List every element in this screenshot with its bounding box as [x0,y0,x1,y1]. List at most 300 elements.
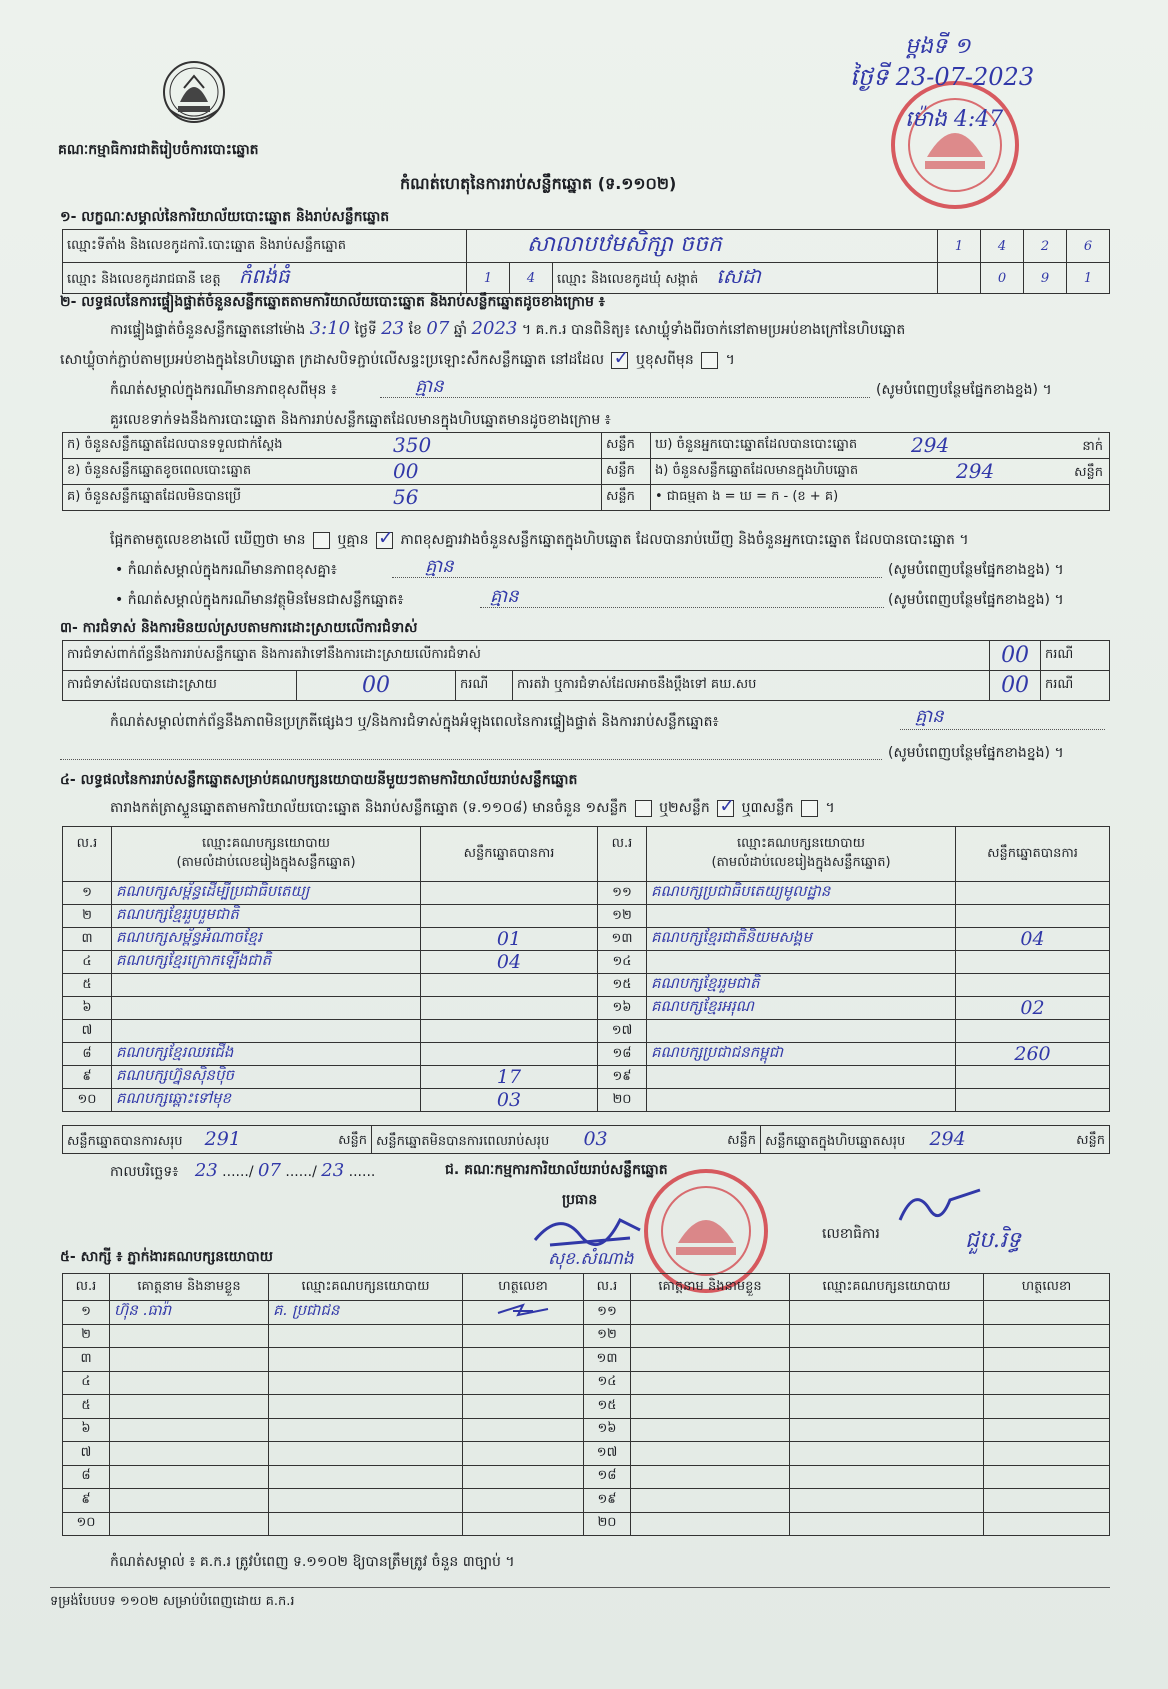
witness-header-row [63,1274,1110,1301]
result-no-right: ១១ [598,882,647,905]
witness-name-left [110,1324,269,1348]
result-no-left: ៧ [63,1020,112,1043]
witness-party-left [269,1324,463,1348]
object-note-label: • កំណត់សម្គាល់ក្នុងករណីមានវត្ថុមិនមែនជាសន្លឹកឆ្នោត៖ [115,592,404,608]
witness-sign-left [463,1442,584,1466]
witness-row [63,1324,1110,1348]
witness-name-left [110,1371,269,1395]
witness-sign-left [463,1371,584,1395]
witness-sign-right [984,1301,1110,1325]
tally-sheets-line [110,798,835,819]
location-code-4: 6 [1067,230,1110,263]
witness-name-left [110,1512,269,1536]
result-votes-right [956,951,1110,974]
witness-row [63,1348,1110,1372]
diff-note-fill: (សូមបំពេញបន្ថែមផ្នែកខាងខ្នង) ។ [888,562,1064,578]
witness-row [63,1418,1110,1442]
counts-intro: គួរលេខទាក់ទងនឹងការបោះឆ្នោត និងការរាប់សន្លឹកឆ្នោតដែលមានក្នុងហិបឆ្នោតមានដូចខាងក្រោម ៖ [110,412,611,428]
witness-name-left: ហ៊ុន .ធារ៉ា [110,1301,269,1325]
different-label: ឬខុសពីមុន [635,352,694,368]
witness-sign-left [463,1395,584,1419]
witness-note: កំណត់សម្គាល់ ៖ គ.ក.រ ត្រូវបំពេញ ទ.១១០២ ឱ្យបានត្រឹមត្រូវ ចំនួន ៣ច្បាប់ ។ [110,1554,515,1570]
results-header-row [63,827,1110,882]
witness-party-left [269,1489,463,1513]
section3-heading: ៣- ការជំទាស់ និងការមិនយល់ស្របតាមការដោះស្រាយលើការជំទាស់ [60,620,418,636]
location-code-3: 2 [1024,230,1067,263]
commune-cell [553,263,938,294]
col-party-left-title: ឈ្មោះគណបក្សនយោបាយ [202,836,330,851]
diff-note-label: • កំណត់សម្គាល់ក្នុងករណីមានភាពខុសគ្នា៖ [115,562,337,578]
verify-line-2 [60,350,735,371]
section1-heading: ១- លក្ខណៈសម្គាល់នៃការិយាល័យបោះឆ្នោត និងរាប់សន្លឹកឆ្នោត [60,209,390,225]
witness-no-right: ១៤ [584,1371,631,1395]
results-table [62,826,1110,1112]
province-label-text: ឈ្មោះ និងលេខកូដរាជធានី ខេត្ត [67,272,221,287]
same-checkbox[interactable] [611,352,628,369]
witness-party-left [269,1418,463,1442]
witness-name-right [631,1512,790,1536]
location-value: សាលាបឋមសិក្សា ចចក [467,230,938,263]
verify-line-2-end: ។ [725,352,735,368]
col-no-left: ល.រ [63,827,112,882]
date-sep-2: ....../ [285,1164,322,1180]
date-day: 23 [194,1160,218,1181]
result-votes-left: 17 [421,1066,598,1089]
col-no-right: ល.រ [598,827,647,882]
verify-year: 2023 [471,318,518,339]
col-party-left-sub: (តាមលំដាប់លេខរៀងក្នុងសន្លឹកឆ្នោត) [176,855,356,870]
result-votes-right [956,882,1110,905]
inbox-label: ង) ចំនួនសន្លឹកឆ្នោតដែលមានក្នុងហិបឆ្នោត [655,463,859,478]
result-no-left: ៥ [63,974,112,997]
voters-unit: នាក់ [1082,439,1103,454]
witness-name-left [110,1442,269,1466]
result-votes-right [956,1066,1110,1089]
received-label: ក) ចំនួនសន្លឹកឆ្នោតដែលបានទទួលជាក់ស្ដែង [67,437,283,452]
witness-sign-left [463,1465,584,1489]
witness-sign-left [463,1512,584,1536]
commune-label: ឈ្មោះ និងលេខកូដឃុំ សង្កាត់ [557,272,699,287]
section4-heading: ៤- លទ្ធផលនៃការរាប់សន្លឹកឆ្នោតសម្រាប់គណបក្សនយោបាយនីមួយៗតាមការិយាល័យរាប់សន្លឹកឆ្នោត [60,772,578,788]
total-box-value: 294 [929,1127,966,1150]
verify-line-1 [110,318,905,341]
result-party-left: គណបក្សខ្មែរឈរជើង [112,1043,421,1066]
witness-no-right: ១៥ [584,1395,631,1419]
stamp-note-line1: ម្ដងទី ១ [905,34,971,59]
result-no-right: ១៣ [598,928,647,951]
result-party-right [647,1066,956,1089]
witness-party-right [790,1512,984,1536]
result-no-right: ១៦ [598,997,647,1020]
diff-note-line [392,577,882,578]
witness-sign-left [463,1301,584,1325]
commission-emblem [160,58,228,130]
difference-note-label: កំណត់សម្គាល់ក្នុងករណីមានភាពខុសពីមុន ៖ [110,382,337,398]
president-title: ប្រធាន [562,1192,598,1208]
result-no-right: ១៤ [598,951,647,974]
witness-sign-right [984,1442,1110,1466]
voters-row [651,433,1110,459]
witness-party-right [790,1348,984,1372]
result-party-right: គណបក្សប្រជាធិបតេយ្យមូលដ្ឋាន [647,882,956,905]
witness-name-left [110,1348,269,1372]
result-no-left: ៩ [63,1066,112,1089]
witness-party-right [790,1301,984,1325]
col-votes-right: សន្លឹកឆ្នោតបានការ [956,827,1110,882]
result-party-left [112,974,421,997]
total-box-label: សន្លឹកឆ្នោតក្នុងហិបឆ្នោតសរុប [765,1133,906,1149]
received-row [63,433,602,459]
result-votes-right [956,1089,1110,1112]
diff-note-value: គ្មាន [425,556,454,577]
result-votes-right: 02 [956,997,1110,1020]
result-no-left: ៤ [63,951,112,974]
witness-row [63,1371,1110,1395]
witness-name-left [110,1395,269,1419]
tally-2-checkbox[interactable] [717,800,734,817]
irregularity-note-line-b [60,759,882,760]
total-valid-label: សន្លឹកឆ្នោតបានការសរុប [67,1133,183,1149]
tally-2-label: ឬ២សន្លឹក [659,800,710,816]
col-party-right [647,827,956,882]
form-title: កំណត់ហេតុនៃការរាប់សន្លឹកឆ្នោត (ទ.១១០២) [400,174,677,193]
witness-no-left: ៣ [63,1348,110,1372]
witness-name-right [631,1395,790,1419]
discrepancy-no-checkbox[interactable] [376,532,393,549]
tally-3-checkbox[interactable] [801,800,818,817]
secretary-name: ជួប.រិទ្ធ [965,1228,1021,1253]
witness-no-right: ១៩ [584,1489,631,1513]
witness-sign-right [984,1512,1110,1536]
result-no-left: ៦ [63,997,112,1020]
result-votes-right [956,1020,1110,1043]
witness-sign-right [984,1371,1110,1395]
results-row [63,997,1110,1020]
witness-sign-left [463,1324,584,1348]
results-row [63,1043,1110,1066]
results-row [63,951,1110,974]
unused-label: គ) ចំនួនសន្លឹកឆ្នោតដែលមិនបានប្រើ [67,489,241,504]
spoiled-value: 00 [393,459,419,483]
location-code-1: 1 [938,230,981,263]
result-votes-left [421,1043,598,1066]
witness-no-left: ៧ [63,1442,110,1466]
location-table [62,229,1110,294]
witness-party-left [269,1348,463,1372]
object-note-fill: (សូមបំពេញបន្ថែមផ្នែកខាងខ្នង) ។ [888,592,1064,608]
commune-code-1: 0 [981,263,1024,294]
total-invalid-label: សន្លឹកឆ្នោតមិនបានការពេលរាប់សរុប [376,1133,550,1149]
received-unit: សន្លឹក [602,433,651,459]
irregularity-note-fill: (សូមបំពេញបន្ថែមផ្នែកខាងខ្នង) ។ [888,745,1064,761]
objection-related-value: 00 [990,641,1041,671]
witness-sign-right [984,1395,1110,1419]
commune-code-blank [938,263,981,294]
result-party-left: គណបក្សសម្ព័ន្ធដើម្បីប្រជាធិបតេយ្យ [112,882,421,905]
result-party-right [647,1089,956,1112]
witness-no-left: ៥ [63,1395,110,1419]
witness-sign-right [984,1418,1110,1442]
result-votes-right [956,974,1110,997]
footer-text: ទម្រង់បែបបទ ១១០២ សម្រាប់បំពេញដោយ គ.ក.រ [50,1594,295,1609]
secretary-label: លេខាធិការ [822,1226,880,1242]
unused-unit: សន្លឹក [602,485,651,511]
witness-sign-right [984,1465,1110,1489]
witness-row [63,1512,1110,1536]
result-party-left [112,1020,421,1043]
total-valid-unit: សន្លឹក [338,1133,367,1148]
result-votes-left [421,1020,598,1043]
result-no-right: ១២ [598,905,647,928]
objection-related-unit: ករណី [1041,641,1110,671]
witness-no-left: ១០ [63,1512,110,1536]
verify-locks-text: ។ គ.ក.រ បានពិនិត្យ៖ សោឃ្លុំទាំងពីរចាក់នៅតាមប្រអប់ខាងក្រៅនៃហិបឆ្នោត [521,322,906,338]
witness-no-right: ១៧ [584,1442,631,1466]
witness-no-right: ១២ [584,1324,631,1348]
inbox-value: 294 [956,459,995,483]
witness-name-right [631,1348,790,1372]
result-party-left: គណបក្សខ្មែរក្រោកឡើងជាតិ [112,951,421,974]
witness-col-sign-left: ហត្ថលេខា [463,1274,584,1301]
witness-party-right [790,1324,984,1348]
commune-value: សេដា [716,264,761,288]
witness-name-right [631,1301,790,1325]
commission-name: គណៈកម្មាធិការជាតិរៀបចំការបោះឆ្នោត [58,142,259,158]
inbox-row [651,459,1110,485]
stamp-note-line3: ម៉ោង 4:47 [905,107,1004,132]
witness-name-right [631,1418,790,1442]
witness-no-left: ៩ [63,1489,110,1513]
result-votes-left [421,997,598,1020]
appeal-value: 00 [990,671,1041,701]
commune-code-3: 1 [1067,263,1110,294]
witness-no-left: ៨ [63,1465,110,1489]
total-invalid-value: 03 [583,1127,608,1150]
province-code-2: 4 [510,263,553,294]
results-row [63,928,1110,951]
result-no-right: ១៧ [598,1020,647,1043]
witness-sign-left [463,1348,584,1372]
discrepancy-line [110,530,969,551]
location-label: ឈ្មោះទីតាំង និងលេខកូដការិ.បោះឆ្នោត និងរាប់សន្លឹកឆ្នោត [63,230,467,263]
received-value: 350 [393,433,432,457]
witness-col-sign-right: ហត្ថលេខា [984,1274,1110,1301]
discrepancy-yes-label: ផ្អែកតាមតួលេខខាងលើ ឃើញថា មាន [110,532,306,548]
witness-name-right [631,1465,790,1489]
witness-row [63,1489,1110,1513]
irregularity-note-label: កំណត់សម្គាល់ពាក់ព័ន្ធនឹងភាពមិនប្រក្រតីផ្សេងៗ ឬ/និងការជំទាស់ក្នុងអំឡុងពេលនៃការផ្ទៀងផ្ទាត់ និងការរាប់សន្លឹកឆ្នោត៖ [110,714,719,730]
verify-month-label: ខែ [408,322,422,338]
total-box-unit: សន្លឹក [1076,1133,1105,1148]
location-code-2: 4 [981,230,1024,263]
different-checkbox[interactable] [701,352,718,369]
witness-party-right [790,1395,984,1419]
president-name: សុខ.សំណាង [548,1249,634,1269]
witness-row [63,1465,1110,1489]
results-row [63,1066,1110,1089]
result-no-left: ៣ [63,928,112,951]
result-party-right [647,1020,956,1043]
witness-body [63,1301,1110,1536]
date-year: 23 [321,1160,345,1181]
result-no-left: ២ [63,905,112,928]
difference-note-line [380,397,870,398]
province-value: កំពង់ធំ [238,264,290,288]
witness-sign-right [984,1348,1110,1372]
witness-name-left [110,1465,269,1489]
result-party-left: គណបក្សខ្មែររួបរួមជាតិ [112,905,421,928]
col-party-right-sub: (តាមលំដាប់លេខរៀងក្នុងសន្លឹកឆ្នោត) [711,855,891,870]
object-note-value: គ្មាន [490,586,519,607]
result-votes-left: 03 [421,1089,598,1112]
total-box [761,1126,1110,1154]
results-row [63,1089,1110,1112]
formula: • ជាធម្មតា ង = ឃ = ក - (ខ + គ) [651,485,1110,511]
witness-col-party-left: ឈ្មោះគណបក្សនយោបាយ [269,1274,463,1301]
date-month: 07 [258,1160,281,1181]
witness-name-right [631,1442,790,1466]
result-party-right [647,905,956,928]
totals-table [62,1125,1110,1154]
witness-sign-left [463,1418,584,1442]
result-party-left: គណបក្សហ្វ៊ុនស៊ិនប៉ិច [112,1066,421,1089]
resolved-unit: ករណី [456,671,513,701]
result-party-right: គណបក្សខ្មែរអរុណ [647,997,956,1020]
spoiled-row [63,459,602,485]
verify-year-label: ឆ្នាំ [453,322,468,338]
date-label: កាលបរិច្ឆេទ៖ [110,1164,179,1180]
counts-table [62,432,1110,511]
spoiled-unit: សន្លឹក [602,459,651,485]
results-row [63,882,1110,905]
witness-party-right [790,1489,984,1513]
total-invalid-unit: សន្លឹក [727,1133,756,1148]
discrepancy-yes-checkbox[interactable] [313,532,330,549]
witness-col-no-right: ល.រ [584,1274,631,1301]
result-no-right: ២០ [598,1089,647,1112]
witness-sign-left [463,1489,584,1513]
irregularity-note-value: គ្មាន [915,706,944,727]
col-votes-left: សន្លឹកឆ្នោតបានការ [421,827,598,882]
witness-name-right [631,1489,790,1513]
witness-party-left [269,1395,463,1419]
result-party-left: គណបក្សសម្ព័ន្ធអំណាចខ្មែរ [112,928,421,951]
difference-note-value: គ្មាន [415,376,444,397]
verify-day: 23 [381,318,405,339]
witness-no-right: ២០ [584,1512,631,1536]
result-votes-left: 01 [421,928,598,951]
witness-party-left: គ. ប្រជាជន [269,1301,463,1325]
witness-col-party-right: ឈ្មោះគណបក្សនយោបាយ [790,1274,984,1301]
results-row [63,1020,1110,1043]
discrepancy-text: ភាពខុសគ្នារវាងចំនួនសន្លឹកឆ្នោតក្នុងហិបឆ្នោត ដែលបានរាប់ឃើញ និងចំនួនអ្នកបោះឆ្នោត ដែលបានបោះឆ្នោត ។ [400,532,969,548]
total-valid-value: 291 [204,1127,241,1150]
witness-name-left [110,1418,269,1442]
witness-col-no-left: ល.រ [63,1274,110,1301]
verify-time: 3:10 [309,318,351,339]
result-no-right: ១៥ [598,974,647,997]
result-votes-right: 04 [956,928,1110,951]
result-votes-left [421,905,598,928]
tally-line-end: ។ [825,800,835,816]
result-party-left [112,997,421,1020]
result-votes-left [421,974,598,997]
witness-col-name-left: គោត្តនាម និងនាមខ្លួន [110,1274,269,1301]
results-row [63,974,1110,997]
province-label [63,263,467,294]
witness-no-right: ១៨ [584,1465,631,1489]
result-no-left: ១០ [63,1089,112,1112]
witness-col-name-right: គោត្តនាម និងនាមខ្លួន [631,1274,790,1301]
witness-signature [493,1301,553,1319]
difference-note-fill: (សូមបំពេញបន្ថែមផ្នែកខាងខ្នង) ។ [876,382,1052,398]
voters-value: 294 [911,433,950,457]
total-valid [63,1126,372,1154]
witness-no-right: ១៦ [584,1418,631,1442]
witness-row [63,1395,1110,1419]
tally-1-label: តារាងកត់ត្រាស្ទួនឆ្នោតតាមការិយាល័យបោះឆ្នោត និងរាប់សន្លឹកឆ្នោត (ទ.១១០៨) មានចំនួន ១សន្លឹក [110,800,628,816]
witness-sign-right [984,1324,1110,1348]
witness-no-left: ៤ [63,1371,110,1395]
result-party-right: គណបក្សខ្មែរជាតិនិយមសង្គម [647,928,956,951]
spoiled-label: ខ) ចំនួនសន្លឹកឆ្នោតខូចពេលបោះឆ្នោត [67,463,252,478]
verify-time-label: ការផ្ទៀងផ្ទាត់ចំនួនសន្លឹកឆ្នោតនៅម៉ោង [110,322,306,338]
result-party-left: គណបក្សឆ្ពោះទៅមុខ [112,1089,421,1112]
witness-party-right [790,1418,984,1442]
result-no-right: ១៨ [598,1043,647,1066]
result-votes-left: 04 [421,951,598,974]
witness-no-right: ១១ [584,1301,631,1325]
seal-status-text: សោឃ្លុំចាក់ភ្ជាប់តាមប្រអប់ខាងក្នុងនៃហិបឆ្នោត ក្រដាសបិទភ្ជាប់លើសន្ទះប្រឡោះសឹកសន្លឹកឆ្នោត នៅដដែល [60,352,605,368]
result-no-left: ១ [63,882,112,905]
witness-row [63,1442,1110,1466]
witness-sign-right [984,1489,1110,1513]
resolved-value: 00 [297,671,456,701]
date-line [110,1160,375,1183]
objection-related-label: ការជំទាស់ពាក់ព័ន្ធនឹងការរាប់សន្លឹកឆ្នោត និងការតវ៉ាទៅនឹងការដោះស្រាយលើការជំទាស់ [63,641,990,671]
witness-party-left [269,1442,463,1466]
result-votes-left [421,882,598,905]
col-party-right-title: ឈ្មោះគណបក្សនយោបាយ [737,836,865,851]
objections-table [62,640,1110,701]
witness-party-right [790,1371,984,1395]
col-party-left [112,827,421,882]
unused-row [63,485,602,511]
section2-heading: ២- លទ្ធផលនៃការផ្ទៀងផ្ទាត់ចំនួនសន្លឹកឆ្នោតតាមការិយាល័យបោះឆ្នោត និងរាប់សន្លឹកឆ្នោតដូចខាងក្រោម ៖ [60,294,605,310]
witness-name-right [631,1371,790,1395]
object-note-line [480,607,884,608]
stamp-note-line2: ថ្ងៃទី 23-07-2023 [850,63,1035,91]
result-party-right [647,951,956,974]
voters-label: ឃ) ចំនួនអ្នកបោះឆ្នោតដែលបានបោះឆ្នោត [655,437,858,452]
date-sep-3: ...... [348,1164,376,1180]
tally-1-checkbox[interactable] [635,800,652,817]
appeal-unit: ករណី [1041,671,1110,701]
witness-party-left [269,1512,463,1536]
date-sep-1: ....../ [222,1164,259,1180]
witness-no-right: ១៣ [584,1348,631,1372]
witness-name-left [110,1489,269,1513]
witness-table [62,1273,1110,1536]
result-votes-right [956,905,1110,928]
total-invalid [372,1126,761,1154]
witness-no-left: ១ [63,1301,110,1325]
verify-day-label: ថ្ងៃទី [354,322,377,338]
secretary-signature [890,1180,990,1230]
inbox-unit: សន្លឹក [1074,465,1103,480]
verify-month: 07 [426,318,450,339]
province-code-1: 1 [467,263,510,294]
